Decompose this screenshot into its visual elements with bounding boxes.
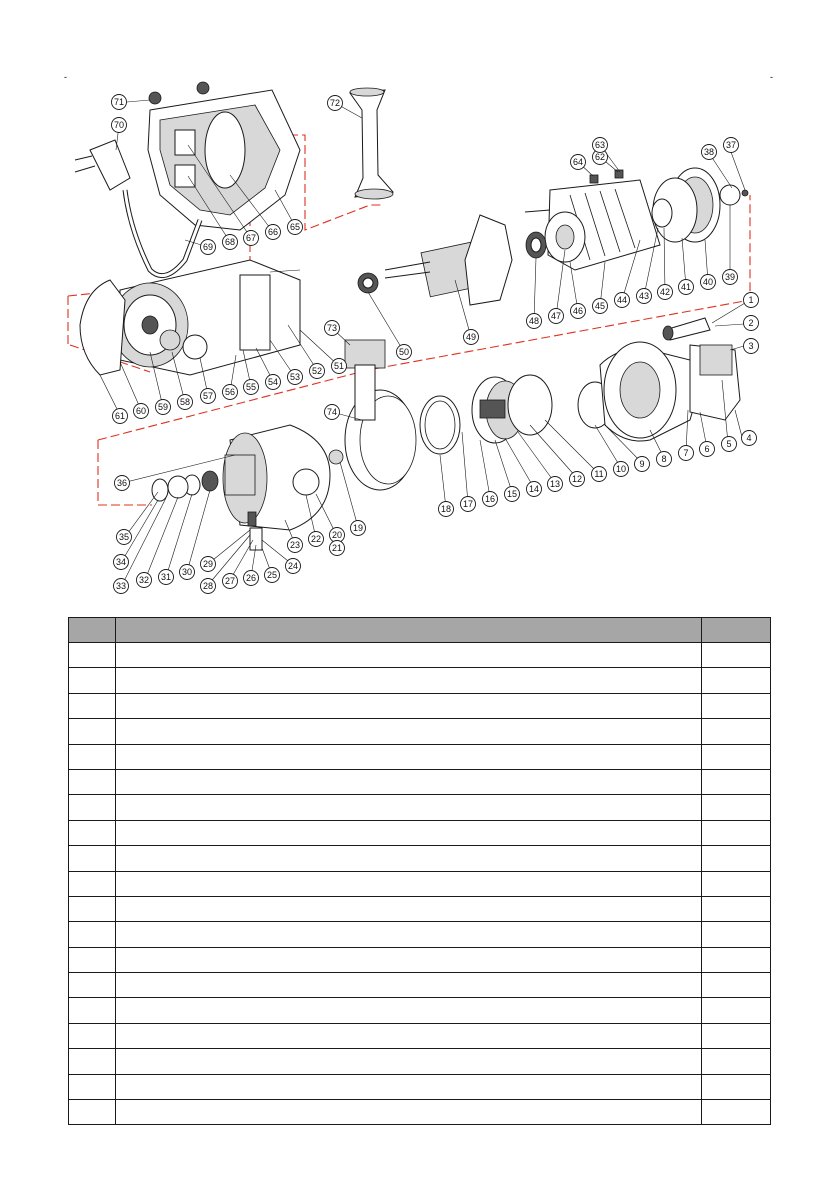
callout-59	[156, 400, 171, 415]
cell-no	[69, 693, 116, 718]
svg-text:71: 71	[113, 97, 125, 107]
cell-no	[69, 820, 116, 845]
callout-54	[266, 375, 281, 390]
svg-text:70: 70	[113, 120, 125, 130]
motor-housing	[80, 260, 300, 375]
corner-mark-right: -	[770, 72, 773, 82]
table-row	[69, 1100, 771, 1125]
svg-text:61: 61	[114, 411, 126, 421]
cell-qty	[702, 998, 771, 1023]
callout-61	[113, 409, 128, 424]
cell-no	[69, 871, 116, 896]
svg-text:53: 53	[289, 372, 301, 382]
table-body	[69, 643, 771, 1125]
callout-49	[464, 330, 479, 345]
svg-text:38: 38	[703, 147, 715, 157]
header-no	[69, 618, 116, 643]
svg-text:3: 3	[748, 341, 754, 351]
header-qty	[702, 618, 771, 643]
callout-51	[332, 359, 347, 374]
table-row	[69, 922, 771, 947]
cell-qty	[702, 795, 771, 820]
callout-71	[112, 95, 127, 110]
callout-33	[114, 579, 129, 594]
cell-no	[69, 973, 116, 998]
svg-text:55: 55	[245, 382, 257, 392]
svg-text:46: 46	[572, 306, 584, 316]
svg-text:41: 41	[680, 282, 692, 292]
cell-description	[116, 1074, 702, 1099]
cell-no	[69, 998, 116, 1023]
fan-pulleys	[652, 168, 748, 242]
cell-qty	[702, 871, 771, 896]
svg-text:47: 47	[550, 311, 562, 321]
svg-text:57: 57	[202, 391, 214, 401]
table-row	[69, 947, 771, 972]
cell-description	[116, 820, 702, 845]
svg-text:48: 48	[528, 316, 540, 326]
svg-text:30: 30	[181, 567, 193, 577]
svg-text:49: 49	[465, 332, 477, 342]
svg-text:17: 17	[462, 499, 474, 509]
callout-23	[288, 538, 303, 553]
callout-1	[744, 293, 759, 308]
svg-text:28: 28	[202, 581, 214, 591]
callout-29	[201, 557, 216, 572]
callout-30	[180, 565, 195, 580]
table-row	[69, 744, 771, 769]
svg-text:37: 37	[725, 140, 737, 150]
svg-text:66: 66	[267, 227, 279, 237]
table-header-row	[69, 618, 771, 643]
cell-description	[116, 998, 702, 1023]
callout-34	[114, 555, 129, 570]
table-row	[69, 795, 771, 820]
cell-qty	[702, 668, 771, 693]
cell-description	[116, 922, 702, 947]
svg-text:39: 39	[724, 272, 736, 282]
cell-qty	[702, 769, 771, 794]
svg-text:11: 11	[594, 469, 604, 479]
svg-text:68: 68	[224, 237, 236, 247]
svg-text:16: 16	[484, 494, 496, 504]
svg-text:6: 6	[704, 444, 710, 454]
cell-qty	[702, 719, 771, 744]
callout-18	[439, 502, 454, 517]
callout-26	[244, 571, 259, 586]
table-row	[69, 668, 771, 693]
svg-text:45: 45	[594, 301, 606, 311]
callout-48	[527, 314, 542, 329]
svg-text:21: 21	[331, 543, 343, 553]
callout-4	[742, 431, 757, 446]
svg-text:14: 14	[528, 484, 540, 494]
cell-qty	[702, 820, 771, 845]
svg-text:31: 31	[160, 572, 172, 582]
callout-46	[571, 304, 586, 319]
table-row	[69, 1023, 771, 1048]
cell-no	[69, 643, 116, 668]
cell-qty	[702, 1023, 771, 1048]
cell-description	[116, 719, 702, 744]
svg-text:43: 43	[638, 291, 650, 301]
callout-14	[527, 482, 542, 497]
svg-text:40: 40	[702, 277, 714, 287]
cell-qty	[702, 1049, 771, 1074]
svg-text:33: 33	[115, 581, 127, 591]
cell-description	[116, 643, 702, 668]
cell-description	[116, 1100, 702, 1125]
callout-5	[722, 437, 737, 452]
svg-text:51: 51	[333, 361, 345, 371]
svg-text:62: 62	[594, 152, 606, 162]
cell-qty	[702, 947, 771, 972]
callout-63	[593, 138, 608, 153]
svg-text:52: 52	[311, 366, 323, 376]
cell-no	[69, 896, 116, 921]
svg-text:34: 34	[115, 557, 127, 567]
cell-description	[116, 896, 702, 921]
callout-3	[744, 339, 759, 354]
svg-text:69: 69	[202, 242, 214, 252]
svg-text:22: 22	[310, 534, 322, 544]
armature	[358, 215, 512, 305]
svg-text:72: 72	[329, 98, 341, 108]
callout-45	[593, 299, 608, 314]
table-row	[69, 846, 771, 871]
callout-9	[635, 457, 650, 472]
svg-text:1: 1	[748, 295, 754, 305]
callout-52	[310, 364, 325, 379]
callout-67	[244, 231, 259, 246]
callout-72	[328, 96, 343, 111]
callout-60	[134, 404, 149, 419]
callout-17	[461, 497, 476, 512]
callout-28	[201, 579, 216, 594]
callout-11	[592, 467, 607, 482]
cell-no	[69, 922, 116, 947]
svg-text:35: 35	[118, 532, 130, 542]
cell-qty	[702, 896, 771, 921]
cell-no	[69, 795, 116, 820]
svg-text:2: 2	[748, 318, 754, 328]
cell-no	[69, 846, 116, 871]
callout-74	[325, 405, 340, 420]
cell-qty	[702, 846, 771, 871]
cell-description	[116, 668, 702, 693]
table-row	[69, 820, 771, 845]
cell-description	[116, 947, 702, 972]
callout-19	[351, 521, 366, 536]
callout-42	[658, 285, 673, 300]
callout-64	[571, 155, 586, 170]
cell-description	[116, 973, 702, 998]
svg-text:36: 36	[116, 478, 128, 488]
cell-description	[116, 871, 702, 896]
callout-13	[548, 477, 563, 492]
svg-text:24: 24	[287, 561, 299, 571]
table-row	[69, 693, 771, 718]
svg-text:10: 10	[615, 464, 627, 474]
cell-qty	[702, 1100, 771, 1125]
cell-no	[69, 719, 116, 744]
cell-description	[116, 846, 702, 871]
svg-text:9: 9	[639, 459, 645, 469]
callout-43	[637, 289, 652, 304]
callout-65	[288, 220, 303, 235]
svg-text:12: 12	[571, 474, 583, 484]
handle-assembly	[148, 82, 300, 230]
svg-text:64: 64	[572, 157, 584, 167]
svg-text:50: 50	[398, 347, 410, 357]
svg-text:54: 54	[267, 377, 279, 387]
svg-text:63: 63	[594, 140, 606, 150]
callout-58	[178, 395, 193, 410]
cell-no	[69, 1100, 116, 1125]
callout-15	[505, 487, 520, 502]
callout-69	[201, 240, 216, 255]
cell-description	[116, 1049, 702, 1074]
cell-no	[69, 947, 116, 972]
callout-10	[614, 462, 629, 477]
callout-21	[330, 541, 345, 556]
svg-text:5: 5	[726, 439, 732, 449]
callout-66	[266, 225, 281, 240]
svg-text:7: 7	[683, 448, 689, 458]
table-row	[69, 973, 771, 998]
svg-text:44: 44	[616, 295, 628, 305]
cell-no	[69, 1049, 116, 1074]
svg-text:73: 73	[326, 323, 338, 333]
svg-text:15: 15	[506, 489, 518, 499]
svg-text:42: 42	[659, 287, 671, 297]
table-row	[69, 998, 771, 1023]
callout-41	[679, 280, 694, 295]
header-description	[116, 618, 702, 643]
table-row	[69, 896, 771, 921]
svg-text:65: 65	[289, 222, 301, 232]
cell-no	[69, 769, 116, 794]
cell-qty	[702, 922, 771, 947]
callout-7	[679, 446, 694, 461]
callout-55	[244, 380, 259, 395]
cell-qty	[702, 744, 771, 769]
table-row	[69, 1074, 771, 1099]
table-row	[69, 719, 771, 744]
callout-44	[615, 293, 630, 308]
cell-no	[69, 1074, 116, 1099]
callout-56	[223, 385, 238, 400]
callout-35	[117, 530, 132, 545]
callout-6	[700, 442, 715, 457]
svg-text:23: 23	[289, 540, 301, 550]
callout-2	[744, 316, 759, 331]
callout-37	[724, 138, 739, 153]
svg-text:19: 19	[352, 523, 364, 533]
callout-53	[288, 370, 303, 385]
cell-qty	[702, 643, 771, 668]
cell-description	[116, 693, 702, 718]
side-handle	[350, 88, 393, 199]
callout-38	[702, 145, 717, 160]
callout-70	[112, 118, 127, 133]
cell-qty	[702, 1074, 771, 1099]
stator	[525, 170, 660, 270]
svg-text:25: 25	[266, 570, 278, 580]
svg-text:4: 4	[746, 433, 752, 443]
callout-47	[549, 309, 564, 324]
svg-text:58: 58	[179, 397, 191, 407]
svg-text:27: 27	[224, 576, 236, 586]
svg-text:26: 26	[245, 573, 257, 583]
callout-68	[223, 235, 238, 250]
parts-list-table	[68, 617, 771, 1125]
table-row	[69, 769, 771, 794]
svg-text:67: 67	[245, 233, 257, 243]
callout-22	[309, 532, 324, 547]
clamp-ring	[345, 340, 416, 490]
cell-qty	[702, 693, 771, 718]
callout-36	[115, 476, 130, 491]
table-row	[69, 643, 771, 668]
svg-text:20: 20	[331, 530, 343, 540]
callout-73	[325, 321, 340, 336]
svg-text:13: 13	[549, 479, 561, 489]
svg-text:59: 59	[157, 402, 169, 412]
svg-text:60: 60	[135, 406, 147, 416]
svg-text:18: 18	[440, 504, 452, 514]
callout-24	[286, 559, 301, 574]
callout-57	[201, 389, 216, 404]
table-row	[69, 1049, 771, 1074]
svg-text:74: 74	[326, 407, 338, 417]
callout-32	[137, 573, 152, 588]
svg-text:29: 29	[202, 559, 214, 569]
cell-description	[116, 1023, 702, 1048]
callout-50	[397, 345, 412, 360]
callout-16	[483, 492, 498, 507]
cell-description	[116, 744, 702, 769]
callout-40	[701, 275, 716, 290]
callout-8	[657, 452, 672, 467]
table-row	[69, 871, 771, 896]
callout-12	[570, 472, 585, 487]
cell-no	[69, 668, 116, 693]
svg-text:8: 8	[661, 454, 667, 464]
svg-text:32: 32	[138, 575, 150, 585]
callout-39	[723, 270, 738, 285]
cell-qty	[702, 973, 771, 998]
cell-description	[116, 769, 702, 794]
callout-25	[265, 568, 280, 583]
corner-mark-left: -	[64, 72, 67, 82]
callout-27	[223, 574, 238, 589]
cell-description	[116, 795, 702, 820]
cell-no	[69, 1023, 116, 1048]
cell-no	[69, 744, 116, 769]
svg-text:56: 56	[224, 387, 236, 397]
callout-31	[159, 570, 174, 585]
